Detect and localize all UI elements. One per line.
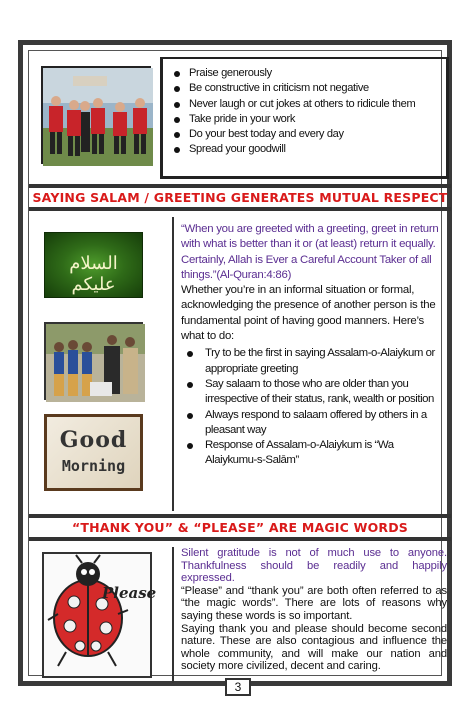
heading-text: “THANK YOU” & “PLEASE” ARE MAGIC WORDS [72,520,408,535]
page-frame [18,40,452,694]
tips-list [173,66,438,158]
list-item: Spread your goodwill [173,142,438,157]
salam-text [181,222,445,469]
quran-quote [181,222,445,283]
column-divider [172,217,174,511]
list-item: Take pride in your work [173,112,438,127]
team-photo [41,66,151,164]
page-inner-border [28,50,448,676]
page-number: 3 [225,678,251,696]
salaam-calligraphy: السلام عليكم [69,253,118,295]
body-paragraph: Whether you’re in an informal situation or formal, acknowledging the presence of another person is the fundamental point of having good manners. Here’s what to do: [181,284,436,343]
morning-text: Morning [61,457,126,475]
list-item: Do your best today and every day [173,127,438,142]
magic-words-text [181,547,447,673]
body-paragraph: Saying thank you and please should become second nature. These are also contagious and influence the whole community, and will make our nation and society more civilized, decent and caring. [181,622,447,673]
list-item: Be constructive in criticism not negative [173,81,438,96]
salaam-image [44,232,143,298]
greeting-tips-list [181,346,445,468]
column-divider [172,547,174,683]
magic-words-section [29,547,451,687]
ladybug-illustration [44,554,157,676]
quote-reference: (Al-Quran:4:86) [216,268,292,281]
gratitude-quote: Silent gratitude is not of much use to anyone. Thankfulness should be readily and happily expressed. [181,547,447,585]
students-photo [44,322,143,400]
top-section [35,57,449,179]
quote-text: “When you are greeted with a greeting, greet in return with what is better than it or (at least) return it equally. Certainly, Allah is Ever a Careful Account Taker of all things.” [181,223,439,281]
heading-text: SAYING SALAM / GREETING GENERATES MUTUAL RESPECT [32,190,448,205]
students-photo-image [46,324,145,402]
salam-section [29,217,451,511]
list-item: Say salaam to those who are older than you irrespective of their status, rank, wealth or position [181,377,445,408]
list-item: Never laugh or cut jokes at others to ridicule them [173,97,438,112]
list-item: Praise generously [173,66,438,81]
good-text: Good [59,427,128,453]
please-word: Please [102,584,157,602]
list-item: Response of Assalam-o-Alaiykum is “Wa Alaiykumu-s-Salām” [181,438,445,469]
section-heading-magic-words [29,514,451,541]
ladybug-please-image [42,552,157,678]
team-photo-image [43,68,153,166]
section-heading-salam [29,184,451,211]
list-item: Always respond to salaam offered by others in a pleasant way [181,408,445,439]
good-morning-image [44,414,143,491]
list-item: Try to be the first in saying Assalam-o-Alaiykum or appropriate greeting [181,346,445,377]
body-paragraph: “Please” and “thank you” are both often referred to as “the magic words”. There are lots of reasons why saying these words is so important. [181,584,447,622]
tips-box [160,57,449,179]
